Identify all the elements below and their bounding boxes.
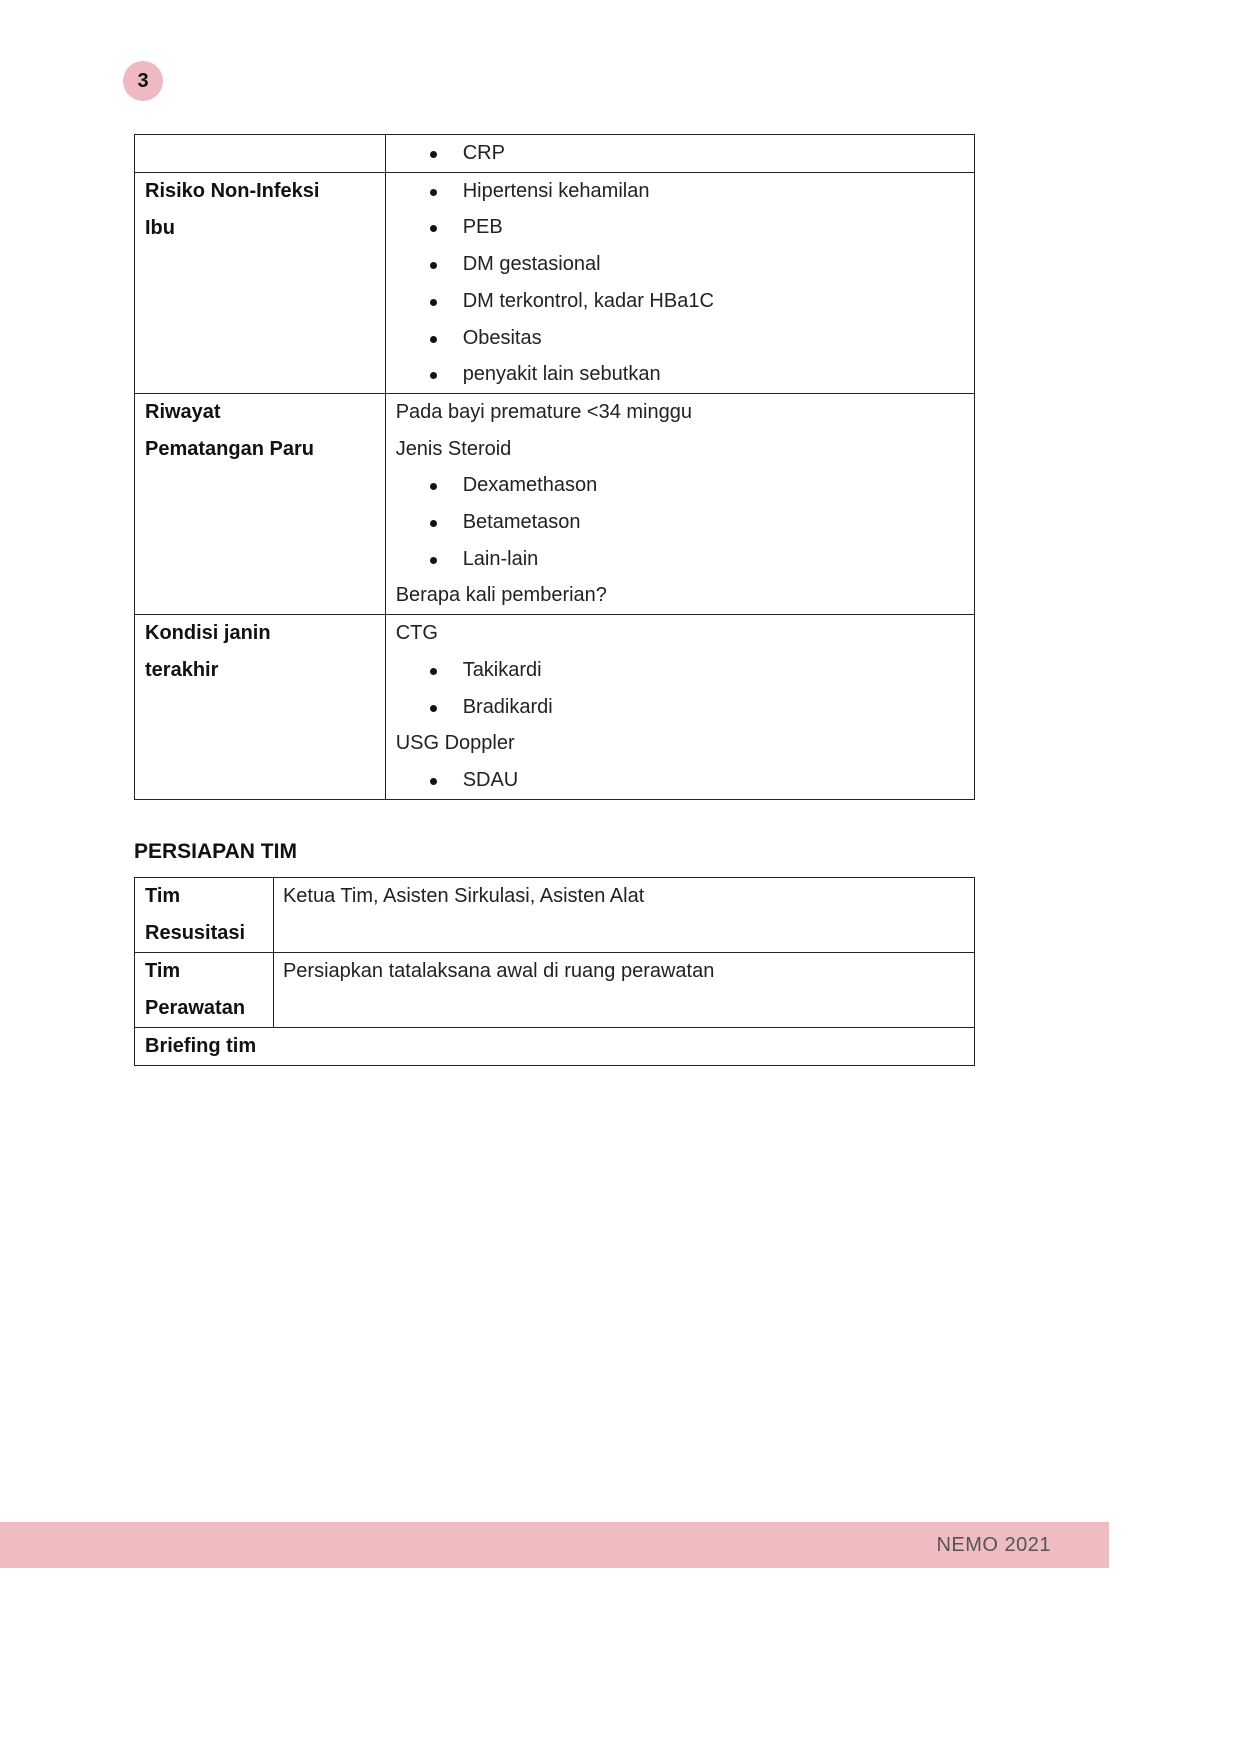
bullet-item: DM terkontrol, kadar HBa1C — [396, 283, 964, 320]
row-content — [385, 135, 974, 173]
bullet-item: Hipertensi kehamilan — [396, 173, 964, 210]
table-row — [135, 1028, 975, 1066]
row-content — [385, 393, 974, 614]
row-label — [135, 135, 386, 173]
bullet-item: DM gestasional — [396, 246, 964, 283]
bullet-item: PEB — [396, 209, 964, 246]
bullet-item: Takikardi — [396, 652, 964, 689]
bullet-item: Obesitas — [396, 320, 964, 357]
row-label — [135, 615, 386, 800]
text-line: Jenis Steroid — [395, 437, 512, 460]
row-label-line: Riwayat — [145, 400, 221, 423]
bullet-item: CRP — [396, 135, 964, 172]
table-row — [135, 615, 975, 800]
row-label — [135, 172, 386, 393]
text-line: USG Doppler — [395, 732, 515, 755]
row-content — [385, 615, 974, 800]
footer-bar — [0, 1522, 1109, 1568]
row-label-line: Perawatan — [145, 997, 246, 1019]
bullet-item: Betametason — [396, 504, 964, 541]
table-row — [135, 393, 975, 614]
row-content — [385, 172, 974, 393]
row-content — [273, 878, 974, 953]
team-preparation-table — [134, 877, 975, 1066]
row-value: Persiapkan tatalaksana awal di ruang perawatan — [282, 960, 715, 982]
row-label-line: Resusitasi — [145, 922, 246, 944]
row-label-line: Kondisi janin — [145, 622, 271, 645]
bullet-item: Bradikardi — [396, 689, 964, 726]
table-row — [135, 878, 975, 953]
row-label-line: Tim — [145, 960, 181, 982]
bullet-item: SDAU — [396, 762, 964, 799]
row-content — [273, 953, 974, 1028]
table-row — [135, 172, 975, 393]
text-line: Berapa kali pemberian? — [395, 584, 607, 607]
bullet-item: penyakit lain sebutkan — [396, 356, 964, 393]
text-line: CTG — [395, 622, 438, 645]
row-value: Ketua Tim, Asisten Sirkulasi, Asisten Alat — [282, 885, 645, 907]
table-row — [135, 953, 975, 1028]
briefing-label: Briefing tim — [135, 1028, 975, 1066]
row-label-line: Tim — [145, 885, 181, 907]
footer-text: NEMO 2021 — [936, 1534, 1051, 1556]
row-label-line: terakhir — [145, 659, 219, 682]
row-label-line: Ibu — [145, 216, 175, 239]
row-label — [135, 393, 386, 614]
row-label-line: Pematangan Paru — [145, 437, 314, 460]
row-label — [135, 878, 274, 953]
section-title: PERSIAPAN TIM — [134, 840, 297, 863]
table-row — [135, 135, 975, 173]
row-label — [135, 953, 274, 1028]
bullet-item: Lain-lain — [396, 541, 964, 578]
page-number-badge — [123, 61, 163, 101]
row-label-line: Risiko Non-Infeksi — [145, 179, 320, 202]
text-line: Pada bayi premature <34 minggu — [395, 400, 692, 423]
page-number: 3 — [137, 69, 149, 92]
risk-factor-table — [134, 134, 975, 800]
bullet-item: Dexamethason — [396, 467, 964, 504]
